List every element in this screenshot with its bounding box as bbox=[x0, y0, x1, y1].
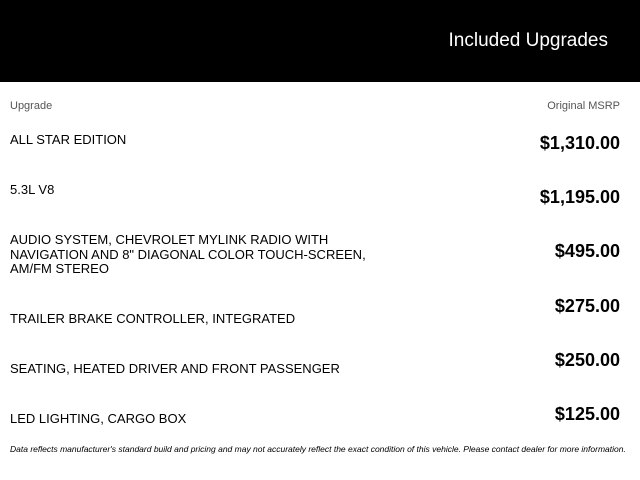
header-bar bbox=[0, 0, 640, 82]
upgrade-name: 5.3L V8 bbox=[10, 182, 55, 197]
upgrade-name: LED LIGHTING, CARGO BOX bbox=[10, 411, 187, 426]
upgrade-name: AUDIO SYSTEM, CHEVROLET MYLINK RADIO WITH NAVIGATION AND 8" DIAGONAL COLOR TOUCH-SCREEN, AM/FM STEREO bbox=[10, 232, 366, 276]
upgrade-price: $275.00 bbox=[554, 296, 620, 316]
upgrade-price: $1,195.00 bbox=[539, 187, 620, 207]
column-header-upgrade: Upgrade bbox=[10, 100, 53, 112]
upgrade-price: $495.00 bbox=[554, 241, 620, 261]
upgrade-name: SEATING, HEATED DRIVER AND FRONT PASSENGER bbox=[10, 361, 340, 376]
upgrade-price: $125.00 bbox=[554, 404, 620, 424]
upgrade-price: $250.00 bbox=[554, 350, 620, 370]
upgrade-name: TRAILER BRAKE CONTROLLER, INTEGRATED bbox=[10, 311, 296, 326]
upgrade-name: ALL STAR EDITION bbox=[10, 132, 127, 147]
upgrade-price: $1,310.00 bbox=[539, 133, 620, 153]
column-header-msrp: Original MSRP bbox=[547, 100, 620, 112]
disclaimer-text: Data reflects manufacturer's standard build and pricing and may not accurately reflect the exact condition of this vehicle. Please contact dealer for more information. bbox=[10, 444, 626, 454]
page-title: Included Upgrades bbox=[448, 30, 608, 51]
